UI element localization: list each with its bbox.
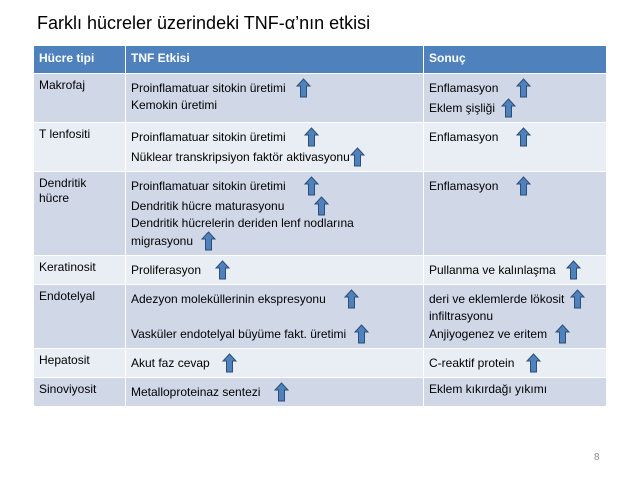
result — [424, 285, 607, 349]
result-text: Eklem şişliği — [429, 101, 496, 115]
up-arrow-icon — [516, 78, 531, 98]
cell-type — [34, 378, 126, 407]
cell-type — [34, 256, 126, 285]
cell-type-text: Keratinosit — [39, 260, 96, 274]
result — [424, 123, 607, 172]
cell-type — [34, 285, 126, 349]
cell-type-text: Hepatosit — [39, 353, 90, 367]
effect-text: Akut faz cevap — [131, 356, 210, 370]
up-arrow-icon — [274, 382, 289, 402]
effect-text: Proinflamatuar sitokin üretimi — [131, 81, 286, 95]
up-arrow-icon — [201, 231, 216, 251]
table-row — [34, 256, 607, 285]
tnf-effect — [126, 349, 424, 378]
result — [424, 74, 607, 123]
effect-text: Proinflamatuar sitokin üretimi — [131, 130, 286, 144]
up-arrow-icon — [566, 260, 581, 280]
result-text: Enflamasyon — [429, 130, 499, 144]
table-row — [34, 378, 607, 407]
cell-type-text: Sinoviyosit — [39, 382, 97, 396]
tnf-effect — [126, 74, 424, 123]
tnf-effects-table — [33, 45, 607, 407]
result — [424, 378, 607, 407]
result-text: deri ve eklemlerde lökosit — [429, 292, 565, 306]
header-tnf-effect: TNF Etkisi — [126, 46, 424, 74]
effect-text: Nüklear transkripsiyon faktör aktivasyonu — [131, 150, 350, 164]
cell-type-text: T lenfositi — [39, 127, 91, 141]
cell-type-text: hücre — [39, 191, 70, 205]
header-cell-type: Hücre tipi — [34, 46, 126, 74]
up-arrow-icon — [501, 98, 516, 118]
effect-text: Adezyon moleküllerinin ekspresyonu — [131, 292, 326, 306]
result-text: infiltrasyonu — [429, 309, 494, 323]
cell-type — [34, 74, 126, 123]
result — [424, 172, 607, 256]
cell-type — [34, 123, 126, 172]
result — [424, 256, 607, 285]
table-header-row — [34, 46, 607, 74]
effect-text: Vasküler endotelyal büyüme fakt. üretimi — [131, 327, 347, 341]
result-text: C-reaktif protein — [429, 356, 515, 370]
up-arrow-icon — [304, 176, 319, 196]
effect-text: migrasyonu — [131, 234, 194, 248]
tnf-effect — [126, 256, 424, 285]
tnf-effect — [126, 285, 424, 349]
tnf-effect — [126, 123, 424, 172]
tnf-effect — [126, 172, 424, 256]
table-row — [34, 349, 607, 378]
result-text: Enflamasyon — [429, 179, 499, 193]
effect-text: Metalloproteinaz sentezi — [131, 385, 261, 399]
cell-type — [34, 349, 126, 378]
up-arrow-icon — [516, 176, 531, 196]
result — [424, 349, 607, 378]
table-row — [34, 172, 607, 256]
result-text: Pullanma ve kalınlaşma — [429, 263, 556, 277]
slide-title: Farklı hücreler üzerindeki TNF-α’nın etkisi — [37, 13, 371, 33]
cell-type-text: Dendritik — [39, 176, 87, 190]
up-arrow-icon — [516, 127, 531, 147]
header-result: Sonuç — [424, 46, 607, 74]
effect-text: Proinflamatuar sitokin üretimi — [131, 179, 286, 193]
up-arrow-icon — [222, 353, 237, 373]
result-text: Anjiyogenez ve eritem — [429, 327, 548, 341]
up-arrow-icon — [350, 147, 365, 167]
up-arrow-icon — [570, 289, 585, 309]
effect-text: Dendritik hücrelerin deriden lenf nodlarına — [131, 216, 354, 230]
up-arrow-icon — [314, 196, 329, 216]
cell-type-text: Endotelyal — [39, 289, 96, 303]
table-row — [34, 285, 607, 349]
effect-text: Proliferasyon — [131, 263, 202, 277]
up-arrow-icon — [555, 324, 570, 344]
up-arrow-icon — [354, 324, 369, 344]
cell-type — [34, 172, 126, 256]
effect-text: Kemokin üretimi — [131, 98, 218, 112]
result-text: Eklem kıkırdağı yıkımı — [429, 382, 548, 396]
up-arrow-icon — [526, 353, 541, 373]
table-row — [34, 74, 607, 123]
up-arrow-icon — [215, 260, 230, 280]
up-arrow-icon — [344, 289, 359, 309]
up-arrow-icon — [304, 127, 319, 147]
tnf-effect — [126, 378, 424, 407]
result-text: Enflamasyon — [429, 81, 499, 95]
page-number: 8 — [594, 452, 600, 463]
up-arrow-icon — [296, 78, 311, 98]
cell-type-text: Makrofaj — [39, 78, 86, 92]
table-row — [34, 123, 607, 172]
effect-text: Dendritik hücre maturasyonu — [131, 199, 285, 213]
